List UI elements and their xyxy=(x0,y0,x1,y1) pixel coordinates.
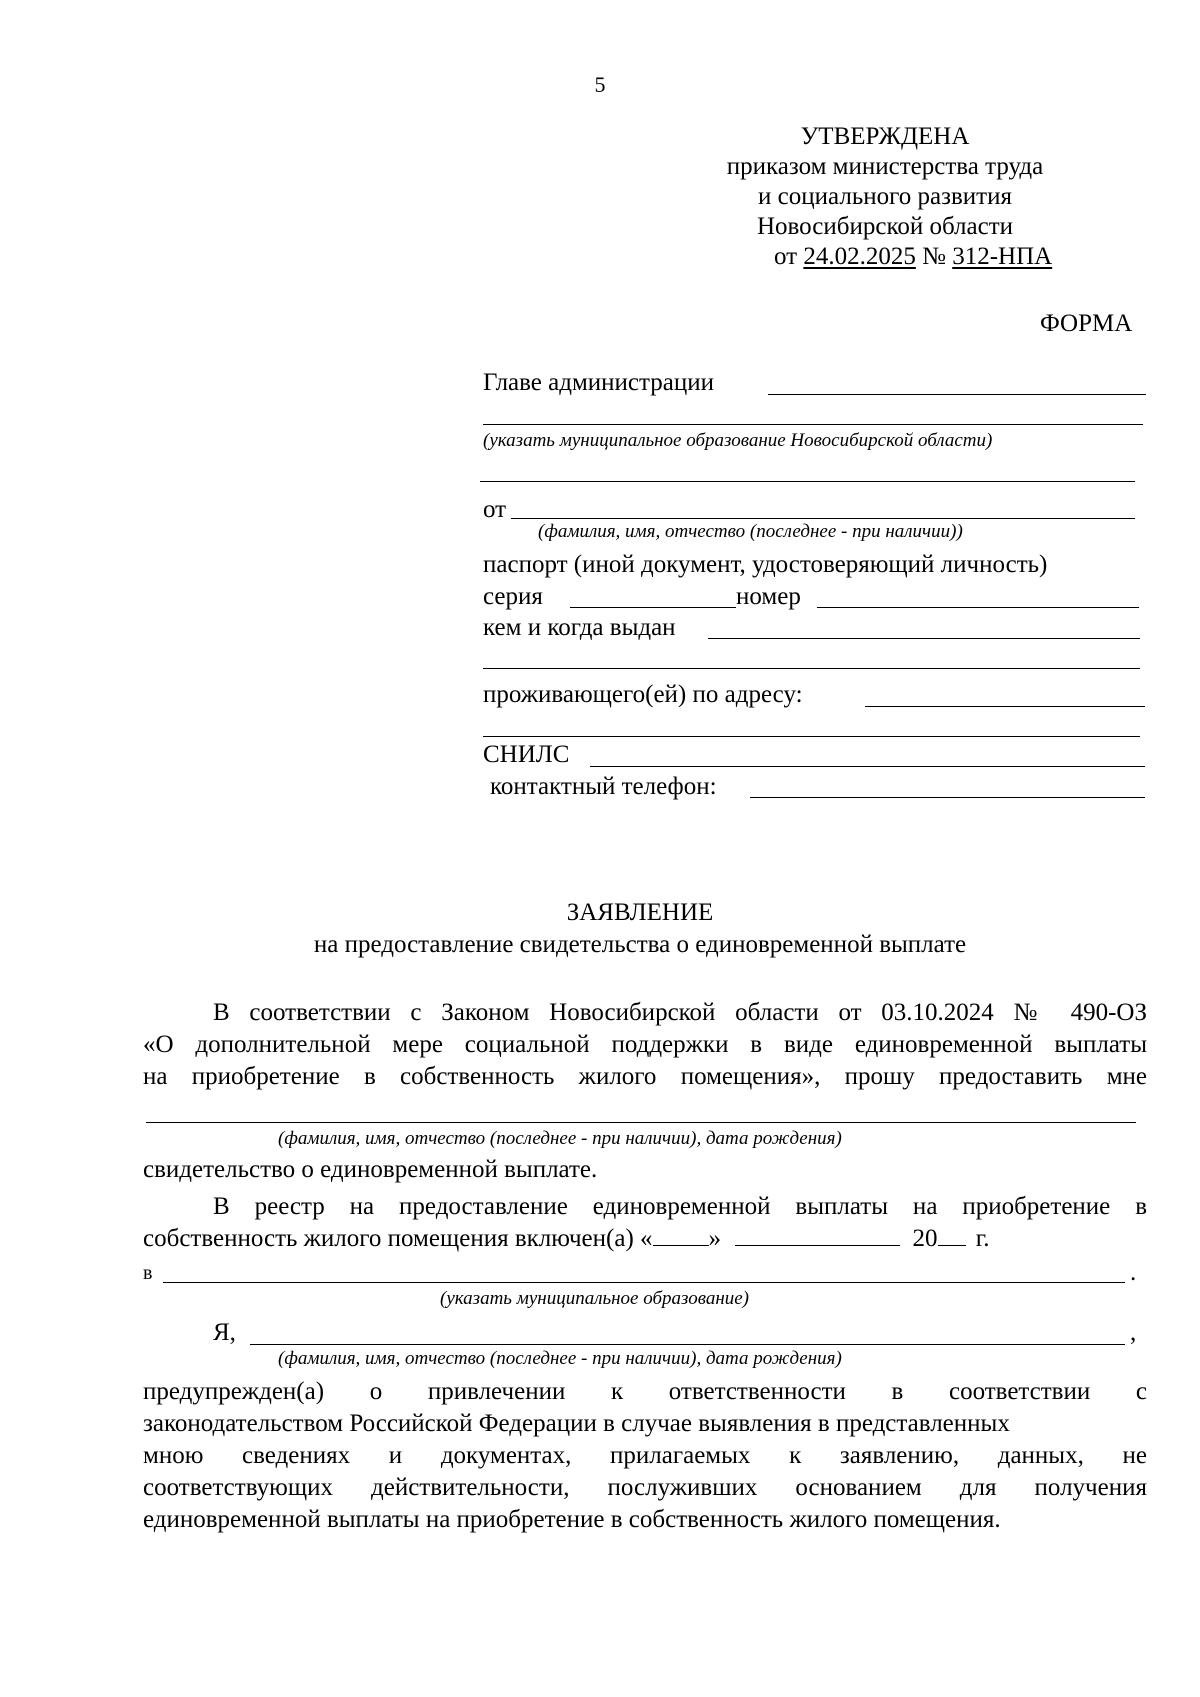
p1-end: свидетельство о единовременной выплате. xyxy=(143,1156,598,1183)
hint-fio: (фамилия, имя, отчество (последнее - при наличии)) xyxy=(538,521,963,542)
page-number: 5 xyxy=(594,72,606,97)
hint-municipality: (указать муниципальное образование Новосибирской области) xyxy=(483,430,993,451)
p3-line-5: единовременной выплаты на приобретение в собственность жилого помещения. xyxy=(143,1506,1001,1533)
address-field-2[interactable] xyxy=(483,736,1140,737)
registry-month-field[interactable] xyxy=(735,1225,900,1246)
p2-dot: . xyxy=(1130,1259,1137,1286)
phone-label: контактный телефон: xyxy=(490,773,717,800)
document-title: ЗАЯВЛЕНИЕ xyxy=(566,899,714,926)
issued-by-field[interactable] xyxy=(708,638,1140,639)
registry-year-field[interactable] xyxy=(938,1225,966,1246)
p2-quote-close: » xyxy=(708,1225,722,1252)
passport-number-field[interactable] xyxy=(817,607,1139,608)
p3-line-1: предупрежден(а) о привлечении к ответственности в соответствии с xyxy=(143,1378,1147,1405)
p2-line-2 xyxy=(143,1224,989,1254)
p3-line-4: соответствующих действительности, послуживших основанием для получения xyxy=(143,1474,1147,1501)
municipality-field[interactable] xyxy=(483,424,1143,425)
p3-line-2: законодательством Российской Федерации в случае выявления в представленных xyxy=(143,1410,1010,1437)
approval-line-2: приказом министерства труда xyxy=(726,153,1044,180)
approval-number-sign: № xyxy=(922,243,946,270)
registry-day-field[interactable] xyxy=(653,1225,709,1246)
hint-municipality-short: (указать муниципальное образование) xyxy=(440,1288,750,1309)
p1-line-3: на приобретение в собственность жилого помещения», прошу предоставить мне xyxy=(143,1063,1147,1090)
p2-line-1: В реестр на предоставление единовременной выплаты на приобретение в xyxy=(213,1193,1147,1220)
address-label: проживающего(ей) по адресу: xyxy=(483,681,803,708)
approval-prefix: от xyxy=(774,243,798,270)
addressee-to-label: Главе администрации xyxy=(483,369,714,396)
municipality-field-2[interactable] xyxy=(480,481,1135,482)
issued-label: кем и когда выдан xyxy=(483,614,676,641)
registry-municipality-field[interactable] xyxy=(163,1282,1125,1283)
address-field[interactable] xyxy=(865,706,1145,707)
snils-label: СНИЛС xyxy=(483,741,570,768)
p2-in: в xyxy=(143,1262,153,1284)
p3-comma: , xyxy=(1130,1319,1137,1346)
phone-field[interactable] xyxy=(750,797,1145,798)
p1-line-1: В соответствии с Законом Новосибирской области от 03.10.2024 № 490-ОЗ xyxy=(213,999,1147,1026)
applicant-fio-field[interactable] xyxy=(511,518,1135,519)
approval-order-ref xyxy=(774,242,1052,272)
snils-field[interactable] xyxy=(590,766,1145,767)
head-name-field[interactable] xyxy=(768,394,1146,395)
p2-year-suffix: г. xyxy=(975,1225,990,1252)
approval-date: 24.02.2025 xyxy=(803,243,916,270)
document-subtitle: на предоставление свидетельства о единовременной выплате xyxy=(313,931,967,958)
approval-number: 312-НПА xyxy=(952,243,1053,270)
series-label: серия xyxy=(483,583,543,610)
recipient-fio-field[interactable] xyxy=(146,1122,1136,1123)
hint-fio-dob-2: (фамилия, имя, отчество (последнее - при наличии), дата рождения) xyxy=(278,1348,842,1369)
p3-i: Я, xyxy=(213,1319,236,1346)
hint-fio-dob-1: (фамилия, имя, отчество (последнее - при наличии), дата рождения) xyxy=(278,1128,842,1149)
approval-line-4: Новосибирской области xyxy=(756,213,1014,240)
from-label: от xyxy=(483,496,507,523)
p1-line-2: «О дополнительной мере социальной поддержки в виде единовременной выплаты xyxy=(143,1031,1147,1058)
passport-series-field[interactable] xyxy=(570,607,736,608)
approval-title: УТВЕРЖДЕНА xyxy=(800,123,970,150)
approval-line-3: и социального развития xyxy=(758,183,1012,210)
declarant-fio-field[interactable] xyxy=(250,1344,1125,1345)
passport-label: паспорт (иной документ, удостоверяющий личность) xyxy=(483,551,1048,578)
p3-line-3: мною сведениях и документах, прилагаемых к заявлению, данных, не xyxy=(143,1442,1147,1469)
form-label: ФОРМА xyxy=(1040,310,1133,337)
p2-line-2-text: собственность жилого помещения включен(а) « xyxy=(143,1225,653,1252)
number-label: номер xyxy=(736,583,801,610)
issued-by-field-2[interactable] xyxy=(483,668,1140,669)
p2-year-prefix: 20 xyxy=(912,1225,938,1252)
